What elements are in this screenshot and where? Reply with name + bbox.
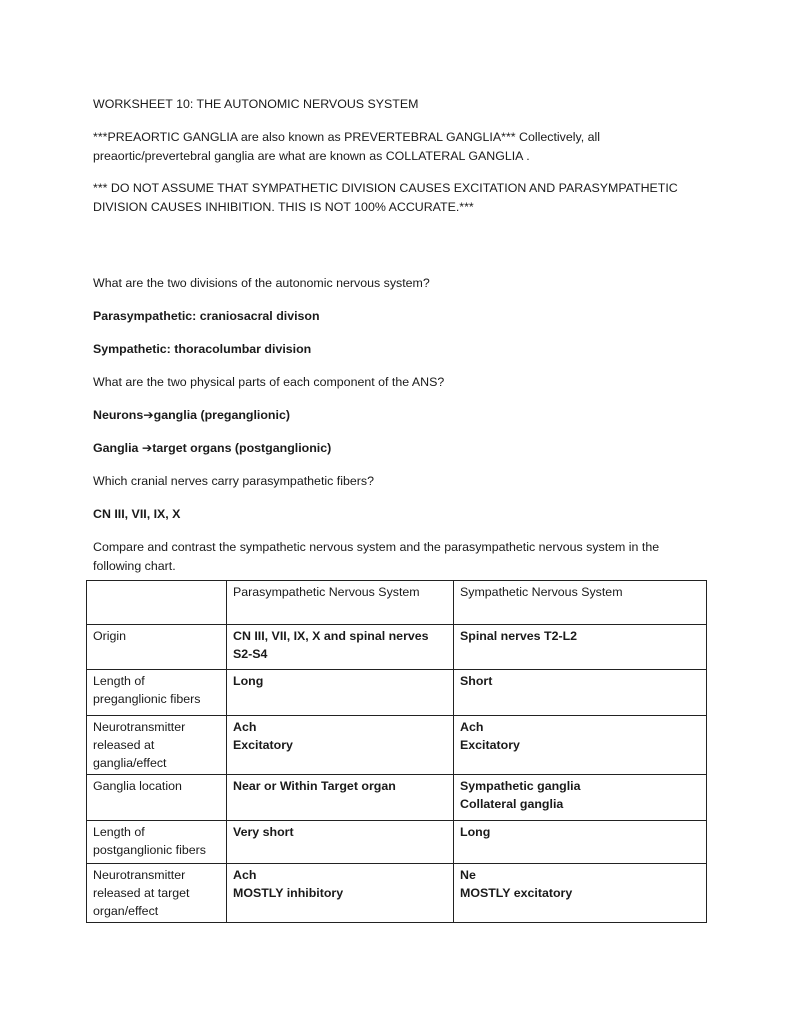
cell-parasympathetic: CN III, VII, IX, X and spinal nerves S2-S4	[227, 625, 454, 670]
worksheet-title: WORKSHEET 10: THE AUTONOMIC NERVOUS SYSTEM	[93, 97, 419, 111]
cell-line: Collateral ganglia	[460, 797, 564, 811]
table-row	[87, 821, 707, 864]
question-cranial-nerves: Which cranial nerves carry parasympathetic fibers?	[93, 474, 374, 488]
cell-parasympathetic	[227, 864, 454, 923]
row-label: Origin	[87, 625, 227, 670]
arrow-icon: ➔	[143, 408, 154, 422]
worksheet-page	[93, 95, 705, 590]
row-label: Length of preganglionic fibers	[87, 670, 227, 716]
note-do-not-assume: *** DO NOT ASSUME THAT SYMPATHETIC DIVISION CAUSES EXCITATION AND PARASYMPATHETIC DIVISION CAUSES INHIBITION. THIS IS NOT 100% ACCURATE.***	[93, 181, 678, 214]
row-label: Ganglia location	[87, 775, 227, 821]
question-compare-contrast: Compare and contrast the sympathetic nervous system and the parasympathetic nervous system in the following chart.	[93, 540, 660, 573]
table-row	[87, 716, 707, 775]
row-label: Neurotransmitter released at ganglia/effect	[87, 716, 227, 775]
note-preaortic-ganglia: ***PREAORTIC GANGLIA are also known as PREVERTEBRAL GANGLIA*** Collectively, all preaortic/prevertebral ganglia are what are known as COLLATERAL GANGLIA .	[93, 130, 601, 163]
cell-line: Sympathetic ganglia	[460, 779, 581, 793]
row-label: Neurotransmitter released at target organ/effect	[87, 864, 227, 923]
arrow-icon: ➔	[141, 441, 153, 455]
cell-line: Ach	[233, 720, 257, 734]
table-row	[87, 775, 707, 821]
row-label: Length of postganglionic fibers	[87, 821, 227, 864]
cell-parasympathetic: Very short	[227, 821, 454, 864]
table-row	[87, 864, 707, 923]
table-row	[87, 670, 707, 716]
comparison-table	[86, 580, 707, 923]
table-header-empty	[87, 581, 227, 625]
answer-cranial-nerves: CN III, VII, IX, X	[93, 507, 181, 521]
cell-line: Ne	[460, 868, 476, 882]
cell-line: Ach	[233, 868, 257, 882]
answer-parasympathetic: Parasympathetic: craniosacral divison	[93, 309, 320, 323]
cell-sympathetic: Long	[454, 821, 707, 864]
cell-sympathetic	[454, 775, 707, 821]
answer-neurons-text: Neurons	[93, 408, 144, 422]
table-header-sympathetic: Sympathetic Nervous System	[454, 581, 707, 625]
answer-ganglia-target	[93, 439, 705, 458]
answer-ganglia-text: Ganglia	[93, 441, 142, 455]
cell-sympathetic: Spinal nerves T2-L2	[454, 625, 707, 670]
cell-parasympathetic: Near or Within Target organ	[227, 775, 454, 821]
question-divisions: What are the two divisions of the autonomic nervous system?	[93, 276, 430, 290]
answer-target-organs-text: target organs (postganglionic)	[152, 441, 332, 455]
cell-line: Excitatory	[460, 738, 520, 752]
cell-line: Excitatory	[233, 738, 293, 752]
table-header-row	[87, 581, 707, 625]
cell-parasympathetic	[227, 716, 454, 775]
answer-neurons-ganglia	[93, 406, 705, 425]
question-physical-parts: What are the two physical parts of each component of the ANS?	[93, 375, 445, 389]
cell-line: Ach	[460, 720, 484, 734]
cell-sympathetic	[454, 716, 707, 775]
cell-sympathetic: Short	[454, 670, 707, 716]
answer-sympathetic: Sympathetic: thoracolumbar division	[93, 342, 312, 356]
table-row	[87, 625, 707, 670]
table-header-parasympathetic: Parasympathetic Nervous System	[227, 581, 454, 625]
cell-line: MOSTLY excitatory	[460, 886, 573, 900]
cell-parasympathetic: Long	[227, 670, 454, 716]
cell-line: MOSTLY inhibitory	[233, 886, 344, 900]
answer-ganglia-preganglionic-text: ganglia (preganglionic)	[153, 408, 290, 422]
cell-sympathetic	[454, 864, 707, 923]
